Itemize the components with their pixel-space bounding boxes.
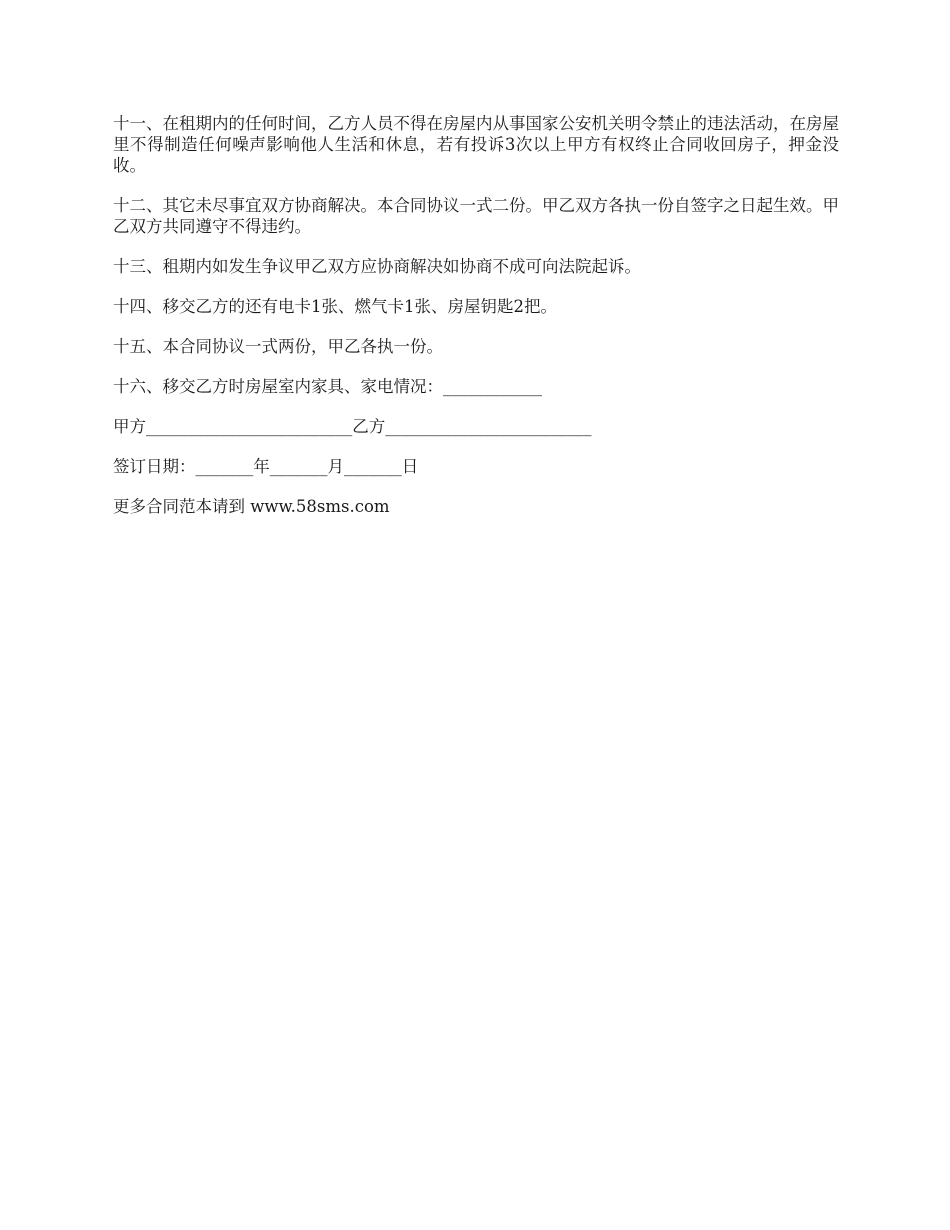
clause-12: 十二、其它未尽事宜双方协商解决。本合同协议一式二份。甲乙双方各执一份自签字之日起生效。甲乙双方共同遵守不得违约。 [113,196,839,236]
signature-line: 甲方_________________________乙方_________________________ [113,417,592,436]
clause-11: 十一、在租期内的任何时间，乙方人员不得在房屋内从事国家公安机关明令禁止的违法活动，在房屋里不得制造任何噪声影响他人生活和休息，若有投诉3次以上甲方有权终止合同收回房子，押金没收。 [113,114,839,175]
clause-16: 十六、移交乙方时房屋室内家具、家电情况：____________ [113,377,542,396]
footer-more-templates: 更多合同范本请到 www.58sms.com [113,497,390,516]
document-body [113,113,839,536]
clause-14: 十四、移交乙方的还有电卡1张、燃气卡1张、房屋钥匙2把。 [113,297,557,316]
signing-date-line: 签订日期：_______年_______月_______日 [113,457,419,476]
clause-13: 十三、租期内如发生争议甲乙双方应协商解决如协商不成可向法院起诉。 [113,257,641,276]
clause-15: 十五、本合同协议一式两份，甲乙各执一份。 [113,337,443,356]
